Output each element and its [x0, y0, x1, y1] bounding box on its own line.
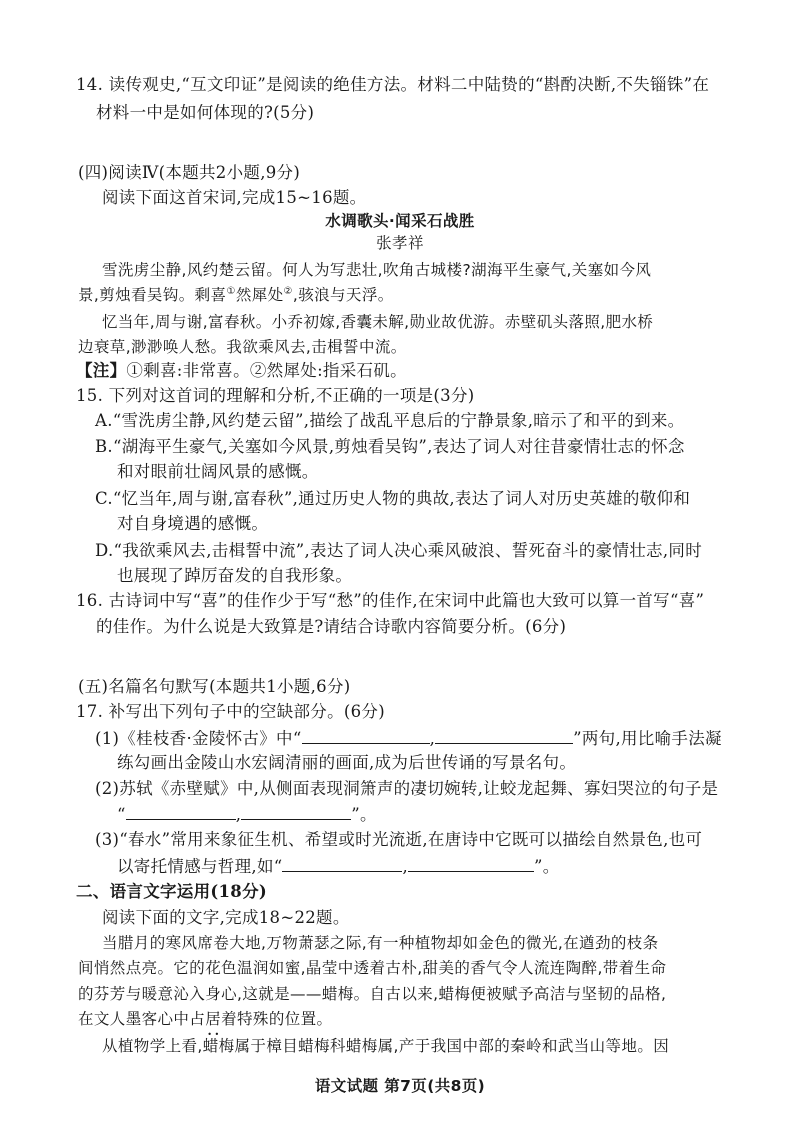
passage-p1-line-4-a: 在文人墨客心中占 — [78, 1010, 206, 1028]
part-2-header: 二、语言文字运用(18分) — [76, 882, 267, 901]
passage-p1-line-4-c: 特殊的位置。 — [237, 1010, 333, 1028]
q17-stem: 17. 补写出下列句子中的空缺部分。(6分) — [76, 702, 385, 721]
poem-line-2-b: 然犀处 — [235, 286, 284, 304]
passage-p1-line-4 — [78, 1008, 332, 1030]
q17-item-1-blank-2[interactable] — [435, 727, 573, 744]
note-marker-1: ① — [226, 285, 236, 297]
q17-item-3-prefix: 以寄托情感与哲理,如“ — [117, 857, 283, 876]
q15-option-a: A.“雪洗虏尘静,风约楚云留”,描绘了战乱平息后的宁静景象,暗示了和平的到来。 — [95, 411, 685, 430]
poem-title: 水调歌头·闻采石战胜 — [325, 212, 475, 230]
q17-item-1-blank-1[interactable] — [302, 727, 430, 744]
poem-line-1: 雪洗虏尘静,风约楚云留。何人为写悲壮,吹角古城楼?湖海平生豪气,关塞如今风 — [102, 261, 652, 279]
poem-author: 张孝祥 — [376, 234, 424, 252]
q15-option-c-line-2: 对自身境遇的感慨。 — [117, 514, 269, 533]
q15-option-d-line-2: 也展现了踔厉奋发的自我形象。 — [117, 566, 353, 585]
poem-line-2-c: ,骇浪与天浮。 — [292, 286, 394, 304]
poem-line-3: 忆当年,周与谢,富春秋。小乔初嫁,香囊未解,勋业故优游。赤壁矶头落照,肥水桥 — [102, 313, 654, 331]
q17-item-3-blank-2[interactable] — [408, 855, 534, 872]
q16-line-1: 16. 古诗词中写“喜”的佳作少于写“愁”的佳作,在宋词中此篇也大致可以算一首写“喜” — [76, 591, 705, 610]
q17-item-1-line-1 — [95, 727, 722, 750]
section-4-header: (四)阅读Ⅳ(本题共2小题,9分) — [78, 163, 301, 182]
q17-item-3-line-1: (3)“春水”常用来象征生机、希望或时光流逝,在唐诗中它既可以描绘自然景色,也可 — [95, 830, 703, 849]
q16-line-2: 的佳作。为什么说是大致算是?请结合诗歌内容简要分析。(6分) — [96, 617, 567, 636]
section-4-intro: 阅读下面这首宋词,完成15~16题。 — [102, 188, 367, 207]
q17-item-3-line-2 — [117, 855, 560, 878]
notes-text: ①剩喜:非常喜。②然犀处:指采石矶。 — [126, 361, 407, 380]
q17-item-2-blank-1[interactable] — [126, 803, 236, 820]
q15-option-d-line-1: D.“我欲乘风去,击楫誓中流”,表达了词人决心乘风破浪、誓死奋斗的豪情壮志,同时 — [95, 541, 702, 560]
q17-item-1-suffix: ”两句,用比喻手法凝 — [573, 729, 722, 748]
passage-p1-line-1: 当腊月的寒风席卷大地,万物萧瑟之际,有一种植物却如金色的微光,在遒劲的枝条 — [102, 934, 659, 952]
q17-item-2-line-1: (2)苏轼《赤壁赋》中,从侧面表现洞箫声的凄切婉转,让蛟龙起舞、寡妇哭泣的句子是 — [95, 779, 719, 798]
q17-item-2-line-2 — [117, 803, 377, 826]
passage-p1-line-2: 间悄然点亮。它的花色温润如蜜,晶莹中透着古朴,甜美的香气令人流连陶醉,带着生命 — [78, 959, 667, 977]
q17-item-2-open-quote: “ — [117, 805, 126, 824]
q14-line-2: 材料一中是如何体现的?(5分) — [96, 103, 315, 122]
q15-option-c-line-1: C.“忆当年,周与谢,富春秋”,通过历史人物的典故,表达了词人对历史英雄的敬仰和 — [95, 489, 691, 508]
q17-item-1-comma: , — [429, 729, 436, 748]
q17-item-3-comma: , — [402, 857, 409, 876]
poem-notes — [76, 360, 407, 382]
passage-p2-line-1: 从植物学上看,蜡梅属于樟目蜡梅科蜡梅属,产于我国中部的秦岭和武当山等地。因 — [102, 1037, 670, 1055]
emphasis-dotted-text: 居着 • • — [205, 1010, 237, 1028]
poem-line-2-a: 景,剪烛看吴钩。剩喜 — [78, 286, 227, 304]
q15-stem: 15. 下列对这首词的理解和分析,不正确的一项是(3分) — [76, 386, 475, 405]
poem-line-2 — [78, 284, 394, 306]
q17-item-1-prefix: (1)《桂枝香·金陵怀古》中“ — [95, 729, 302, 748]
q17-item-2-blank-2[interactable] — [241, 803, 351, 820]
note-marker-2: ② — [283, 285, 293, 297]
passage-p1-line-3: 的芬芳与暖意沁入身心,这就是——蜡梅。自古以来,蜡梅便被赋予高洁与坚韧的品格, — [78, 985, 667, 1003]
q15-option-b-line-2: 和对眼前壮阔风景的感慨。 — [117, 462, 319, 481]
q17-item-1-line-2: 练勾画出金陵山水宏阔清丽的画面,成为后世传诵的写景名句。 — [117, 753, 577, 772]
notes-label: 【注】 — [76, 361, 127, 380]
q17-item-2-close-quote: ”。 — [351, 805, 377, 824]
q17-item-3-blank-1[interactable] — [282, 855, 402, 872]
section-5-header: (五)名篇名句默写(本题共1小题,6分) — [78, 677, 351, 696]
part-2-intro: 阅读下面的文字,完成18~22题。 — [102, 908, 350, 927]
q15-option-b-line-1: B.“湖海平生豪气,关塞如今风景,剪烛看吴钩”,表达了词人对往昔豪情壮志的怀念 — [95, 437, 685, 456]
q14-line-1: 14. 读传观史,“互文印证”是阅读的绝佳方法。材料二中陆贽的“斟酌决断,不失锱铢”在 — [76, 75, 710, 94]
poem-line-4: 边衰草,渺渺唤人愁。我欲乘风去,击楫誓中流。 — [78, 338, 407, 356]
q17-item-3-close-quote: ”。 — [534, 857, 560, 876]
page-footer: 语文试题 第7页(共8页) — [314, 1077, 486, 1095]
q17-item-2-comma: , — [235, 805, 242, 824]
